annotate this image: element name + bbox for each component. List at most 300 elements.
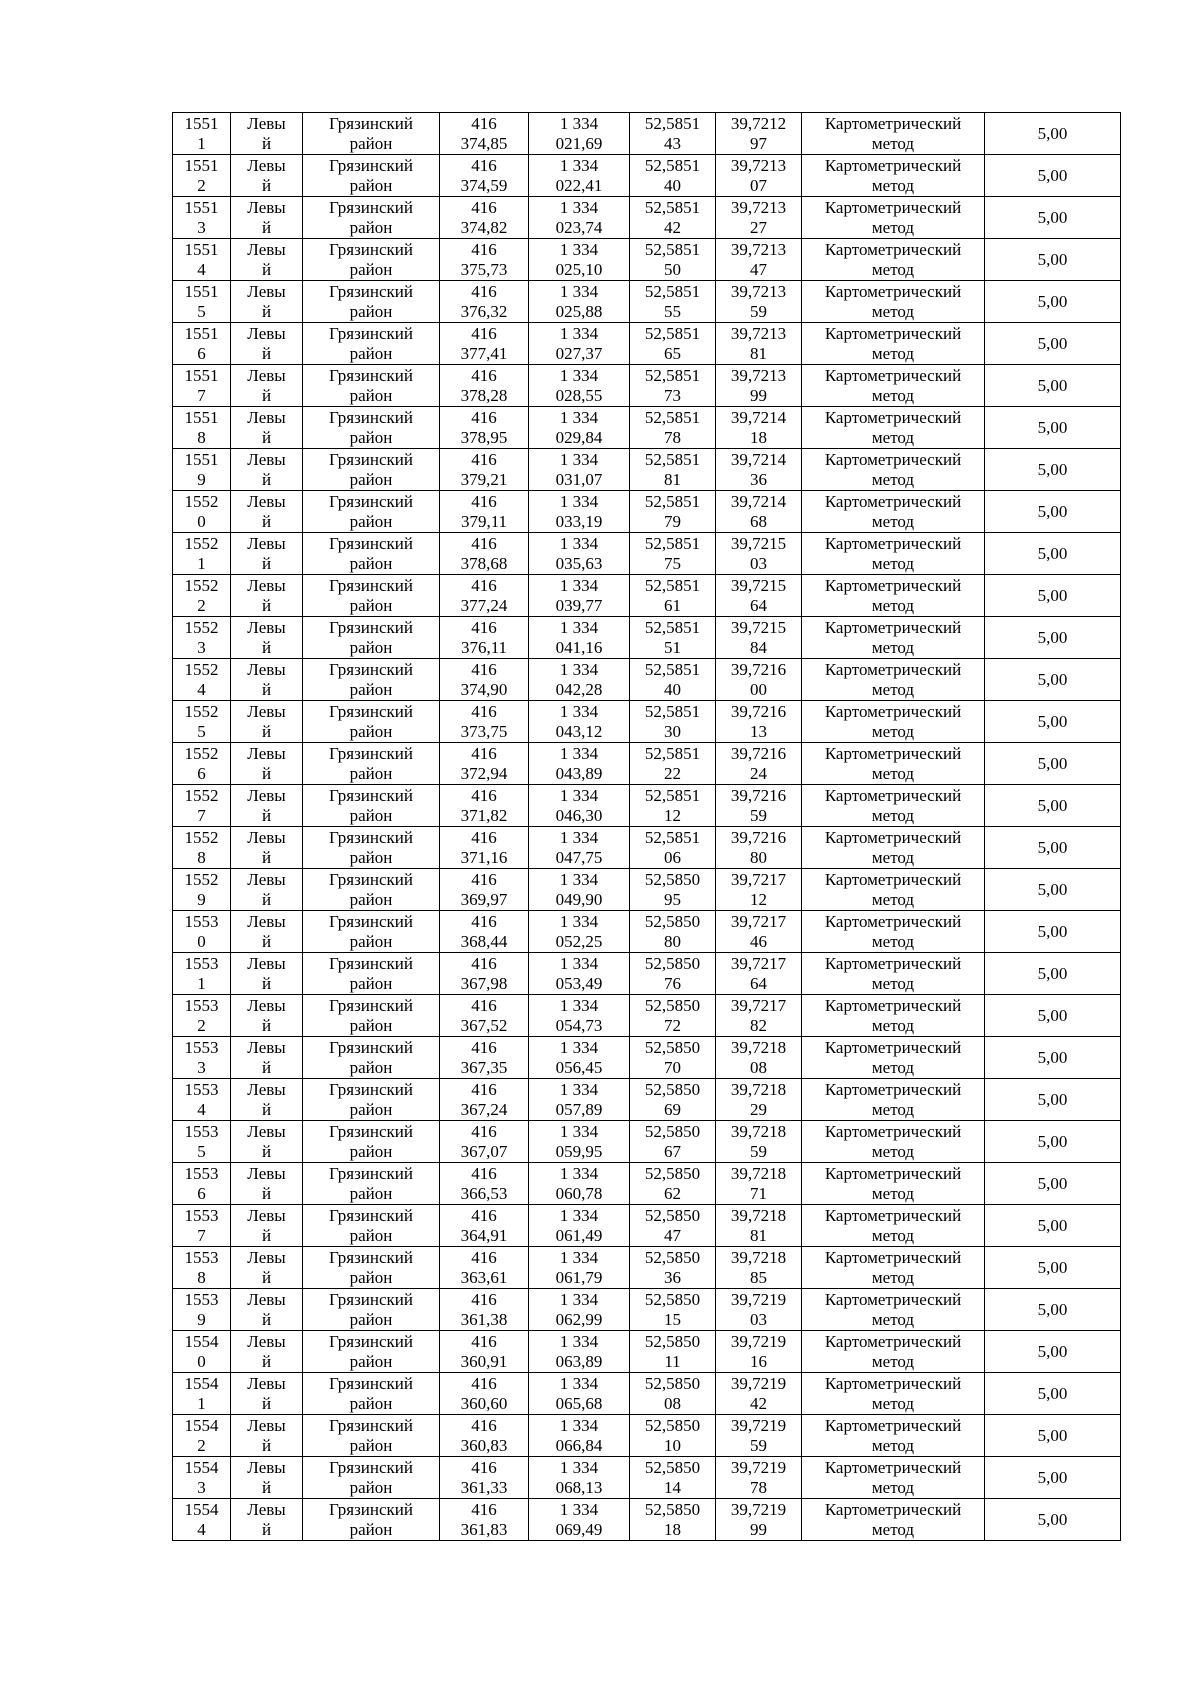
district-cell [303, 659, 440, 701]
side-cell-line: й [261, 763, 272, 783]
coord-y-cell-line: 1 334 [559, 533, 599, 553]
district-cell-line: район [349, 1267, 393, 1287]
coord-x-cell-line: 416 [471, 197, 497, 217]
coord-x-cell [440, 1037, 529, 1079]
point-number-cell-line: 1552 [184, 701, 219, 721]
latitude-cell [630, 407, 716, 449]
method-cell [802, 785, 985, 827]
coord-y-cell-line: 1 334 [559, 449, 599, 469]
coord-x-cell-line: 416 [471, 281, 497, 301]
latitude-cell-line: 76 [664, 973, 681, 993]
side-cell-line: й [261, 469, 272, 489]
longitude-cell [716, 701, 802, 743]
side-cell-line: й [261, 805, 272, 825]
district-cell-line: Грязинский [329, 1121, 413, 1141]
district-cell [303, 953, 440, 995]
district-cell [303, 155, 440, 197]
coord-x-cell-line: 378,95 [460, 427, 508, 447]
method-cell [802, 365, 985, 407]
coord-x-cell-line: 416 [471, 239, 497, 259]
longitude-cell [716, 785, 802, 827]
latitude-cell [630, 1247, 716, 1289]
method-cell-line: Картометрический [824, 449, 962, 469]
district-cell-line: район [349, 763, 393, 783]
coord-x-cell-line: 416 [471, 743, 497, 763]
district-cell [303, 407, 440, 449]
coord-x-cell [440, 407, 529, 449]
coord-y-cell-line: 1 334 [559, 407, 599, 427]
coord-y-cell-line: 1 334 [559, 1205, 599, 1225]
method-cell [802, 533, 985, 575]
coord-x-cell-line: 416 [471, 1037, 497, 1057]
longitude-cell [716, 239, 802, 281]
latitude-cell-line: 52,5850 [644, 1457, 701, 1477]
latitude-cell-line: 52,5850 [644, 1247, 701, 1267]
point-number-cell-line: 1553 [184, 1163, 219, 1183]
latitude-cell [630, 1499, 716, 1541]
table-row [173, 533, 1121, 575]
latitude-cell-line: 18 [664, 1519, 681, 1539]
district-cell [303, 1373, 440, 1415]
side-cell [231, 1121, 303, 1163]
coord-y-cell-line: 027,37 [555, 343, 603, 363]
longitude-cell-line: 03 [750, 1309, 767, 1329]
latitude-cell-line: 22 [664, 763, 681, 783]
point-number-cell-line: 1552 [184, 659, 219, 679]
coord-x-cell-line: 367,98 [460, 973, 508, 993]
district-cell-line: район [349, 679, 393, 699]
coord-x-cell-line: 371,16 [460, 847, 508, 867]
method-cell-line: метод [871, 1057, 915, 1077]
coord-y-cell [529, 155, 630, 197]
longitude-cell-line: 59 [750, 301, 767, 321]
latitude-cell-line: 52,5851 [644, 281, 701, 301]
side-cell-line: й [261, 1435, 272, 1455]
longitude-cell-line: 68 [750, 511, 767, 531]
coord-y-cell [529, 239, 630, 281]
coord-y-cell-line: 1 334 [559, 785, 599, 805]
coord-y-cell-line: 1 334 [559, 155, 599, 175]
latitude-cell [630, 239, 716, 281]
longitude-cell-line: 39,7219 [730, 1373, 787, 1393]
latitude-cell-line: 52,5850 [644, 1037, 701, 1057]
side-cell-line: й [261, 1015, 272, 1035]
accuracy-cell: 5,00 [985, 995, 1121, 1037]
side-cell-line: й [261, 259, 272, 279]
table-row [173, 1121, 1121, 1163]
point-number-cell-line: 8 [197, 427, 206, 447]
district-cell-line: Грязинский [329, 1205, 413, 1225]
coord-y-cell-line: 1 334 [559, 953, 599, 973]
side-cell-line: Левы [247, 1121, 286, 1141]
latitude-cell [630, 659, 716, 701]
coord-y-cell [529, 827, 630, 869]
point-number-cell [173, 491, 231, 533]
point-number-cell-line: 5 [197, 721, 206, 741]
method-cell-line: метод [871, 469, 915, 489]
coord-y-cell [529, 575, 630, 617]
method-cell-line: Картометрический [824, 827, 962, 847]
point-number-cell-line: 2 [197, 175, 206, 195]
longitude-cell [716, 113, 802, 155]
point-number-cell-line: 4 [197, 259, 206, 279]
district-cell-line: район [349, 385, 393, 405]
method-cell [802, 323, 985, 365]
coord-y-cell-line: 060,78 [555, 1183, 603, 1203]
accuracy-cell: 5,00 [985, 1037, 1121, 1079]
point-number-cell-line: 9 [197, 1309, 206, 1329]
point-number-cell-line: 3 [197, 1477, 206, 1497]
point-number-cell-line: 1551 [184, 365, 219, 385]
latitude-cell [630, 197, 716, 239]
district-cell [303, 1037, 440, 1079]
point-number-cell [173, 995, 231, 1037]
coord-x-cell-line: 416 [471, 1121, 497, 1141]
coord-x-cell-line: 416 [471, 1331, 497, 1351]
method-cell [802, 1205, 985, 1247]
coord-x-cell [440, 785, 529, 827]
side-cell-line: Левы [247, 743, 286, 763]
longitude-cell [716, 197, 802, 239]
coord-y-cell [529, 659, 630, 701]
method-cell-line: метод [871, 1519, 915, 1539]
method-cell-line: Картометрический [824, 1499, 962, 1519]
method-cell-line: метод [871, 217, 915, 237]
district-cell [303, 743, 440, 785]
coord-y-cell-line: 046,30 [555, 805, 603, 825]
coord-y-cell-line: 1 334 [559, 113, 599, 133]
longitude-cell [716, 1499, 802, 1541]
coord-x-cell [440, 1499, 529, 1541]
coord-y-cell-line: 063,89 [555, 1351, 603, 1371]
coord-y-cell-line: 041,16 [555, 637, 603, 657]
latitude-cell-line: 52,5850 [644, 995, 701, 1015]
coord-x-cell-line: 416 [471, 953, 497, 973]
district-cell-line: район [349, 343, 393, 363]
latitude-cell [630, 1457, 716, 1499]
coord-x-cell-line: 374,59 [460, 175, 508, 195]
point-number-cell-line: 1551 [184, 449, 219, 469]
accuracy-cell: 5,00 [985, 1121, 1121, 1163]
method-cell [802, 239, 985, 281]
coord-x-cell [440, 953, 529, 995]
table-row [173, 1289, 1121, 1331]
method-cell-line: Картометрический [824, 197, 962, 217]
latitude-cell [630, 1121, 716, 1163]
longitude-cell [716, 1205, 802, 1247]
point-number-cell-line: 1553 [184, 1205, 219, 1225]
longitude-cell-line: 39,7213 [730, 197, 787, 217]
longitude-cell-line: 39,7212 [730, 113, 787, 133]
coord-x-cell-line: 416 [471, 617, 497, 637]
coord-x-cell-line: 371,82 [460, 805, 508, 825]
table-row [173, 1373, 1121, 1415]
side-cell [231, 1037, 303, 1079]
side-cell-line: Левы [247, 113, 286, 133]
coord-y-cell [529, 113, 630, 155]
side-cell [231, 239, 303, 281]
district-cell-line: Грязинский [329, 701, 413, 721]
longitude-cell-line: 46 [750, 931, 767, 951]
coord-x-cell [440, 1163, 529, 1205]
coord-x-cell [440, 1205, 529, 1247]
coord-y-cell [529, 869, 630, 911]
side-cell-line: Левы [247, 407, 286, 427]
method-cell-line: метод [871, 679, 915, 699]
district-cell-line: Грязинский [329, 1037, 413, 1057]
longitude-cell-line: 82 [750, 1015, 767, 1035]
point-number-cell-line: 3 [197, 217, 206, 237]
coord-x-cell [440, 911, 529, 953]
latitude-cell-line: 52,5851 [644, 365, 701, 385]
coord-y-cell-line: 068,13 [555, 1477, 603, 1497]
coord-x-cell [440, 617, 529, 659]
table-row [173, 953, 1121, 995]
coord-x-cell-line: 416 [471, 533, 497, 553]
coord-y-cell-line: 047,75 [555, 847, 603, 867]
district-cell [303, 1457, 440, 1499]
longitude-cell [716, 365, 802, 407]
side-cell-line: Левы [247, 449, 286, 469]
side-cell [231, 1079, 303, 1121]
table-row [173, 1331, 1121, 1373]
district-cell-line: Грязинский [329, 407, 413, 427]
method-cell-line: Картометрический [824, 1415, 962, 1435]
table-row [173, 323, 1121, 365]
side-cell-line: й [261, 721, 272, 741]
latitude-cell [630, 575, 716, 617]
coord-x-cell-line: 378,68 [460, 553, 508, 573]
point-number-cell-line: 1551 [184, 113, 219, 133]
latitude-cell-line: 52,5851 [644, 197, 701, 217]
coord-y-cell-line: 1 334 [559, 659, 599, 679]
coord-y-cell-line: 1 334 [559, 1499, 599, 1519]
longitude-cell-line: 08 [750, 1057, 767, 1077]
table-row [173, 449, 1121, 491]
side-cell-line: й [261, 637, 272, 657]
longitude-cell-line: 39,7218 [730, 1247, 787, 1267]
side-cell [231, 785, 303, 827]
side-cell-line: й [261, 1225, 272, 1245]
method-cell [802, 575, 985, 617]
table-row [173, 1247, 1121, 1289]
district-cell-line: Грязинский [329, 1457, 413, 1477]
point-number-cell-line: 0 [197, 931, 206, 951]
method-cell-line: метод [871, 721, 915, 741]
longitude-cell [716, 1163, 802, 1205]
coord-y-cell-line: 1 334 [559, 1079, 599, 1099]
coord-y-cell-line: 043,89 [555, 763, 603, 783]
longitude-cell-line: 12 [750, 889, 767, 909]
coord-y-cell [529, 323, 630, 365]
accuracy-cell: 5,00 [985, 1289, 1121, 1331]
district-cell [303, 869, 440, 911]
latitude-cell-line: 42 [664, 217, 681, 237]
point-number-cell [173, 365, 231, 407]
coord-x-cell-line: 416 [471, 701, 497, 721]
side-cell [231, 659, 303, 701]
method-cell-line: Картометрический [824, 659, 962, 679]
latitude-cell-line: 52,5850 [644, 911, 701, 931]
coord-x-cell-line: 372,94 [460, 763, 508, 783]
coord-x-cell-line: 361,83 [460, 1519, 508, 1539]
district-cell [303, 575, 440, 617]
latitude-cell-line: 95 [664, 889, 681, 909]
side-cell [231, 827, 303, 869]
district-cell [303, 1163, 440, 1205]
longitude-cell-line: 99 [750, 385, 767, 405]
side-cell-line: Левы [247, 911, 286, 931]
coord-y-cell [529, 617, 630, 659]
point-number-cell-line: 1551 [184, 281, 219, 301]
coord-y-cell-line: 033,19 [555, 511, 603, 531]
coord-x-cell-line: 379,21 [460, 469, 508, 489]
method-cell-line: Картометрический [824, 1247, 962, 1267]
method-cell-line: Картометрический [824, 743, 962, 763]
district-cell-line: район [349, 1015, 393, 1035]
side-cell-line: Левы [247, 1037, 286, 1057]
side-cell-line: Левы [247, 785, 286, 805]
longitude-cell-line: 84 [750, 637, 767, 657]
accuracy-cell: 5,00 [985, 239, 1121, 281]
method-cell-line: Картометрический [824, 1457, 962, 1477]
side-cell [231, 113, 303, 155]
coord-y-cell-line: 1 334 [559, 1457, 599, 1477]
coord-y-cell [529, 1205, 630, 1247]
coord-y-cell [529, 533, 630, 575]
coord-x-cell-line: 367,52 [460, 1015, 508, 1035]
latitude-cell [630, 155, 716, 197]
latitude-cell [630, 911, 716, 953]
latitude-cell-line: 52,5851 [644, 491, 701, 511]
coord-x-cell-line: 416 [471, 1247, 497, 1267]
point-number-cell-line: 1553 [184, 995, 219, 1015]
coord-y-cell-line: 1 334 [559, 491, 599, 511]
side-cell-line: й [261, 847, 272, 867]
coord-x-cell [440, 1457, 529, 1499]
latitude-cell-line: 52,5851 [644, 449, 701, 469]
side-cell-line: й [261, 427, 272, 447]
district-cell-line: Грязинский [329, 827, 413, 847]
method-cell [802, 113, 985, 155]
latitude-cell-line: 52,5851 [644, 239, 701, 259]
coord-y-cell [529, 911, 630, 953]
coord-x-cell [440, 1331, 529, 1373]
method-cell [802, 869, 985, 911]
side-cell [231, 1415, 303, 1457]
district-cell [303, 1205, 440, 1247]
point-number-cell [173, 113, 231, 155]
district-cell-line: Грязинский [329, 1289, 413, 1309]
method-cell-line: Картометрический [824, 785, 962, 805]
side-cell-line: й [261, 133, 272, 153]
longitude-cell-line: 39,7214 [730, 407, 787, 427]
longitude-cell-line: 39,7217 [730, 869, 787, 889]
point-number-cell-line: 1553 [184, 911, 219, 931]
latitude-cell-line: 52,5850 [644, 1415, 701, 1435]
method-cell-line: метод [871, 511, 915, 531]
side-cell-line: Левы [247, 1415, 286, 1435]
coord-x-cell-line: 416 [471, 785, 497, 805]
district-cell [303, 1121, 440, 1163]
district-cell [303, 995, 440, 1037]
point-number-cell-line: 6 [197, 343, 206, 363]
coord-y-cell [529, 407, 630, 449]
latitude-cell-line: 52,5851 [644, 701, 701, 721]
latitude-cell-line: 52,5850 [644, 1331, 701, 1351]
district-cell-line: Грязинский [329, 449, 413, 469]
point-number-cell-line: 2 [197, 595, 206, 615]
accuracy-cell: 5,00 [985, 113, 1121, 155]
district-cell-line: Грязинский [329, 869, 413, 889]
coord-y-cell [529, 1037, 630, 1079]
coord-y-cell-line: 1 334 [559, 1289, 599, 1309]
point-number-cell-line: 1551 [184, 197, 219, 217]
point-number-cell-line: 7 [197, 1225, 206, 1245]
method-cell [802, 1499, 985, 1541]
coord-x-cell-line: 416 [471, 1289, 497, 1309]
district-cell-line: Грязинский [329, 575, 413, 595]
coord-x-cell-line: 416 [471, 1079, 497, 1099]
longitude-cell-line: 39,7219 [730, 1331, 787, 1351]
coord-y-cell [529, 1331, 630, 1373]
table-row [173, 785, 1121, 827]
point-number-cell-line: 1552 [184, 533, 219, 553]
method-cell-line: Картометрический [824, 491, 962, 511]
point-number-cell-line: 5 [197, 1141, 206, 1161]
longitude-cell-line: 39,7213 [730, 239, 787, 259]
longitude-cell-line: 36 [750, 469, 767, 489]
side-cell-line: й [261, 1141, 272, 1161]
table-row [173, 491, 1121, 533]
coord-x-cell [440, 281, 529, 323]
coord-x-cell-line: 416 [471, 1373, 497, 1393]
accuracy-cell: 5,00 [985, 1457, 1121, 1499]
latitude-cell-line: 10 [664, 1435, 681, 1455]
point-number-cell [173, 1373, 231, 1415]
side-cell [231, 953, 303, 995]
coord-y-cell-line: 1 334 [559, 701, 599, 721]
latitude-cell-line: 52,5850 [644, 1289, 701, 1309]
district-cell-line: район [349, 1309, 393, 1329]
accuracy-cell: 5,00 [985, 1079, 1121, 1121]
district-cell-line: район [349, 1351, 393, 1371]
coord-y-cell-line: 1 334 [559, 197, 599, 217]
district-cell [303, 281, 440, 323]
point-number-cell-line: 1551 [184, 323, 219, 343]
district-cell-line: Грязинский [329, 953, 413, 973]
point-number-cell [173, 197, 231, 239]
point-number-cell-line: 5 [197, 301, 206, 321]
accuracy-cell: 5,00 [985, 1373, 1121, 1415]
coord-x-cell [440, 239, 529, 281]
latitude-cell-line: 52,5851 [644, 407, 701, 427]
point-number-cell-line: 1552 [184, 617, 219, 637]
point-number-cell-line: 1551 [184, 155, 219, 175]
accuracy-cell: 5,00 [985, 659, 1121, 701]
coord-x-cell [440, 1121, 529, 1163]
method-cell [802, 449, 985, 491]
table-row [173, 407, 1121, 449]
side-cell-line: й [261, 1519, 272, 1539]
district-cell-line: район [349, 1393, 393, 1413]
side-cell-line: Левы [247, 239, 286, 259]
method-cell-line: Картометрический [824, 533, 962, 553]
point-number-cell [173, 1331, 231, 1373]
table-row [173, 113, 1121, 155]
accuracy-cell: 5,00 [985, 533, 1121, 575]
side-cell-line: й [261, 1393, 272, 1413]
